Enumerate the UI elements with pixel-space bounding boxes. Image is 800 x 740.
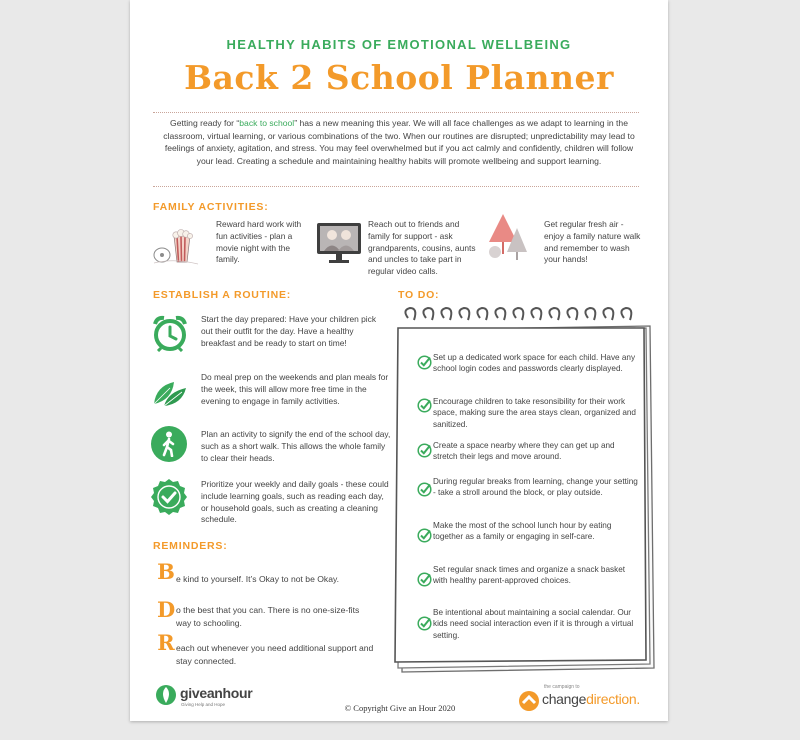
reminder-letter-d: D [157,597,176,622]
planner-page [130,0,668,721]
todo-text-5: Make the most of the school lunch hour by eating together as a family or engaging in self-care. [433,521,612,542]
routine-text-1: Start the day prepared: Have your children pick out their outfit for the day. Have a healthy breakfast and be ready to start on time! [201,314,377,348]
page-title: Back 2 School Planner [184,58,614,97]
alarm-clock-icon [151,314,189,352]
todo-heading: TO DO: [398,289,440,301]
divider-bottom [153,186,639,187]
changedirection-wordmark [542,691,640,707]
intro-after: ” has a new meaning this year. We will all face challenges as we adapt to learning in the classroom, virtual learning, or various combinations of the two. When our routines are disrupted; unpredictability may lead to feelings of anxiety, agitation, and stress. You may feel overwhelmed but if you act calmly and confidently, children will follow your lead. Creating a schedule and maintaining healthy habits will promote wellbeing and support learning. [163,118,635,166]
changedirection-logo [518,684,658,714]
todo-text-1: Set up a dedicated work space for each child. Have any school login codes and passwords clearly displayed. [433,353,636,374]
walking-person-icon [151,426,187,462]
routine-text-4: Prioritize your weekly and daily goals - these could include learning goals, such as reading each day, or household goals, such as creating a cleaning schedule. [201,479,389,525]
nature-trees-icon [487,212,529,262]
routine-heading: ESTABLISH A ROUTINE: [153,289,292,301]
subtitle: HEALTHY HABITS OF EMOTIONAL WELLBEING [226,37,572,52]
reminder-letter-r: R [157,630,175,655]
leaves-icon [150,378,188,408]
family-text-2: Reach out to friends and family for support - ask grandparents, cousins, aunts and uncles to take part in regular video calls. [368,219,476,277]
changedirection-word-a: change [542,691,587,707]
video-call-icon [316,222,362,264]
reminder-text-3: each out whenever you need additional support and stay connected. [176,643,374,666]
routine-text-3: Plan an activity to signify the end of the school day, such as a short walk. This allows the whole family to clear their heads. [201,429,391,463]
family-text-1: Reward hard work with fun activities - plan a movie night with the family. [216,219,302,265]
changedirection-mark-icon [518,690,540,712]
todo-text-6: Set regular snack times and organize a snack basket with healthy parent-approved choices. [433,565,626,586]
changedirection-small: the campaign to [544,684,580,690]
todo-text-4: During regular breaks from learning, change your setting - take a stroll around the block, or play outside. [433,477,638,498]
todo-text-2: Encourage children to take resonsibility for their work space, making sure the area stays clean, organized and sanitized. [433,397,636,429]
reminder-letter-b: B [157,559,175,584]
movie-popcorn-icon [150,228,202,266]
intro-highlight: back to school [239,118,295,128]
intro-before: Getting ready for “ [170,118,240,128]
reminders-heading: REMINDERS: [153,540,228,552]
family-text-3: Get regular fresh air - enjoy a family nature walk and remember to wash your hands! [544,219,641,265]
copyright: © Copyright Give an Hour 2020 [344,703,456,713]
giveanhour-tagline: Giving Help and Hope [181,702,226,707]
giveanhour-mark-icon [155,683,177,707]
reminder-text-1: e kind to yourself. It’s Okay to not be Okay. [176,574,340,584]
todo-text-7: Be intentional about maintaining a social calendar. Our kids need social interaction even if it is through a virtual setting. [433,608,634,640]
giveanhour-wordmark: giveanhour [180,685,253,701]
giveanhour-logo [155,683,265,713]
changedirection-word-b: direction. [586,691,640,707]
divider-top [153,112,639,113]
todo-text-3: Create a space nearby where they can get up and stretch their legs and move around. [433,441,615,462]
routine-text-2: Do meal prep on the weekends and plan meals for the week, this will allow more free time in the evening to engage in family activities. [201,372,389,406]
family-heading: FAMILY ACTIVITIES: [153,201,269,213]
goals-check-icon [150,478,188,516]
intro-paragraph [160,117,638,167]
reminder-text-2: o the best that you can. There is no one-size-fits way to schooling. [176,605,360,628]
